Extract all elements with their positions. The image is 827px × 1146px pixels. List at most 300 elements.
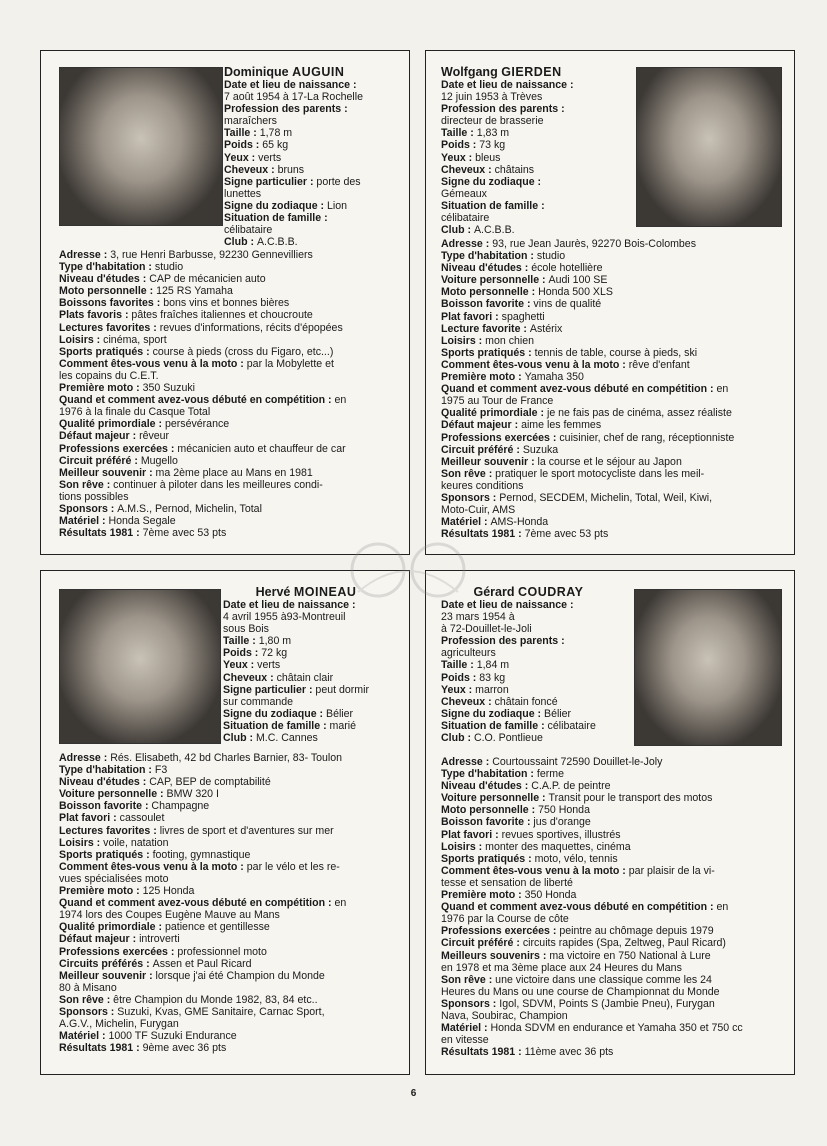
field-value: studio: [154, 261, 184, 274]
field-line: [441, 986, 784, 998]
field-value: les copains du C.E.T.: [59, 369, 159, 382]
field-label: Boisson favorite :: [441, 816, 534, 829]
field-line: [59, 479, 399, 491]
field-line: [59, 897, 399, 909]
field-line: [441, 371, 784, 383]
field-label: Situation de famille :: [224, 212, 328, 225]
field-value: lorsque j'ai été Champion du Monde: [155, 969, 325, 982]
field-value: Pernod, SECDEM, Michelin, Total, Weil, Kiwi,: [499, 491, 713, 504]
field-label: Résultats 1981 :: [59, 527, 143, 540]
field-line: [224, 212, 409, 224]
field-value: 1976 à la finale du Casque Total: [59, 406, 211, 419]
field-value: studio: [536, 250, 566, 263]
field-label: Moto personnelle :: [59, 285, 157, 298]
field-label: Profession des parents :: [441, 103, 565, 116]
field-value: C.O. Pontlieue: [473, 732, 543, 745]
field-line: [223, 659, 409, 671]
field-label: Situation de famille :: [223, 719, 330, 732]
field-line: [59, 406, 399, 418]
field-label: Sponsors :: [441, 491, 500, 504]
field-line: [441, 672, 636, 684]
rider-name: Dominique AUGUIN: [224, 65, 345, 79]
field-line: [59, 1018, 399, 1030]
rider-details: [59, 249, 399, 539]
field-line: [59, 921, 399, 933]
field-line: [441, 103, 636, 115]
field-line: [441, 335, 784, 347]
field-value: aime les femmes: [521, 419, 602, 432]
field-label: Adresse :: [441, 238, 493, 250]
rider-photo: [636, 67, 782, 227]
field-label: Type d'habitation :: [441, 768, 537, 781]
field-label: Cheveux :: [441, 695, 495, 708]
field-label: Voiture personnelle :: [59, 788, 167, 801]
field-label: Type d'habitation :: [59, 764, 155, 777]
field-line: [441, 792, 784, 804]
field-label: Matériel :: [441, 516, 491, 529]
field-label: Date et lieu de naissance :: [223, 599, 356, 611]
field-label: Plat favori :: [59, 812, 120, 825]
field-value: tesse et sensation de liberté: [441, 876, 573, 889]
field-line: [59, 309, 399, 321]
field-line: [223, 708, 409, 720]
field-label: Loisirs :: [441, 334, 486, 347]
field-value: voile, natation: [103, 836, 169, 849]
rider-card-gierden: [425, 50, 795, 555]
field-line: [441, 212, 636, 224]
field-line: [441, 395, 784, 407]
field-label: Signe du zodiaque :: [224, 199, 327, 212]
field-value: BMW 320 I: [166, 788, 219, 801]
field-label: Niveau d'études :: [59, 776, 150, 789]
field-label: Cheveux :: [224, 163, 278, 176]
field-line: [441, 635, 636, 647]
field-value: Champagne: [151, 800, 210, 813]
field-line: [59, 430, 399, 442]
field-value: 72 kg: [261, 647, 288, 660]
field-value: par la Mobylette et: [246, 357, 334, 370]
field-value: professionnel moto: [177, 945, 267, 958]
field-label: Club :: [441, 732, 474, 745]
page-number: 6: [410, 1088, 417, 1099]
field-label: Quand et comment avez-vous débuté en compétition :: [441, 383, 717, 396]
field-line: [59, 764, 399, 776]
field-label: Niveau d'études :: [441, 262, 532, 275]
field-label: Son rêve :: [59, 993, 114, 1006]
field-line: [441, 1022, 784, 1034]
field-line: [441, 468, 784, 480]
field-line: [223, 732, 409, 744]
field-value: directeur de brasserie: [441, 115, 544, 128]
field-value: 1975 au Tour de France: [441, 395, 554, 408]
field-value: je ne fais pas de cinéma, assez réaliste: [546, 407, 732, 420]
field-label: Défaut majeur :: [59, 933, 140, 946]
field-line: [441, 127, 636, 139]
field-line: [59, 970, 399, 982]
field-line: [59, 455, 399, 467]
field-label: Niveau d'études :: [59, 273, 150, 286]
field-value: Nava, Soubirac, Champion: [441, 1009, 568, 1022]
field-value: 350 Honda: [524, 889, 577, 902]
field-value: en: [334, 394, 347, 407]
field-line: [224, 152, 409, 164]
rider-name: Wolfgang GIERDEN: [441, 65, 562, 79]
field-line: [441, 347, 784, 359]
field-value: Bélier: [326, 707, 354, 720]
field-label: Taille :: [224, 127, 260, 140]
field-value: en: [716, 901, 729, 914]
field-value: 750 Honda: [538, 804, 590, 817]
field-line: [441, 816, 784, 828]
field-value: 1,78 m: [259, 127, 293, 140]
field-label: Défaut majeur :: [441, 419, 522, 432]
field-value: 11ème avec 36 pts: [524, 1046, 614, 1059]
field-label: Poids :: [224, 139, 263, 152]
field-line: [441, 238, 784, 250]
field-line: [441, 901, 784, 913]
field-line: [441, 359, 784, 371]
field-label: Première moto :: [441, 371, 525, 384]
field-label: Sports pratiqués :: [441, 852, 535, 865]
field-label: Lectures favorites :: [59, 321, 160, 334]
field-value: verts: [258, 151, 282, 164]
field-value: 4 avril 1955 à93-Montreuil: [223, 611, 346, 624]
field-line: [59, 334, 399, 346]
field-line: [441, 877, 784, 889]
field-value: en: [716, 383, 729, 396]
field-line: [224, 115, 409, 127]
field-line: [441, 152, 636, 164]
field-line: [223, 611, 409, 623]
field-value: 65 kg: [262, 139, 289, 152]
field-line: [441, 708, 636, 720]
field-label: Circuit préféré :: [441, 937, 523, 950]
field-value: C.A.P. de peintre: [531, 780, 611, 793]
field-value: Transit pour le transport des motos: [548, 792, 713, 805]
field-value: à 72-Douillet-le-Joli: [441, 623, 532, 636]
field-label: Quand et comment avez-vous débuté en compétition :: [59, 394, 335, 407]
field-line: [224, 200, 409, 212]
field-value: célibataire: [224, 224, 273, 237]
field-label: Adresse :: [59, 752, 111, 764]
field-line: [59, 946, 399, 958]
field-value: bleus: [475, 151, 501, 164]
field-line: [59, 873, 399, 885]
field-label: Profession des parents :: [224, 103, 348, 116]
field-label: Yeux :: [441, 151, 476, 164]
field-value: marié: [329, 719, 357, 732]
field-value: 93, rue Jean Jaurès, 92270 Bois-Colombes: [492, 238, 696, 250]
field-line: [441, 224, 636, 236]
field-line: [224, 103, 409, 115]
field-line: [441, 456, 784, 468]
field-value: rêveur: [139, 430, 170, 443]
field-label: Sponsors :: [59, 502, 118, 515]
field-label: Première moto :: [59, 885, 143, 898]
field-line: [59, 261, 399, 273]
field-value: cinéma, sport: [103, 333, 167, 346]
field-value: Heures du Mans ou une course de Championnat du Monde: [441, 985, 720, 998]
field-line: [441, 200, 636, 212]
field-label: Yeux :: [224, 151, 259, 164]
field-value: porte des: [316, 175, 361, 188]
field-line: [441, 1010, 784, 1022]
field-line: [59, 382, 399, 394]
field-line: [441, 250, 784, 262]
field-label: Taille :: [441, 659, 477, 672]
field-label: Qualité primordiale :: [59, 418, 165, 431]
field-label: Loisirs :: [441, 840, 486, 853]
field-label: Date et lieu de naissance :: [224, 79, 357, 91]
field-line: [224, 91, 409, 103]
field-label: Plats favoris :: [59, 309, 132, 322]
field-line: [223, 696, 409, 708]
field-value: pratiquer le sport motocycliste dans les meil-: [495, 467, 705, 480]
field-value: tennis de table, course à pieds, ski: [534, 346, 698, 359]
field-value: rêve d'enfant: [628, 358, 690, 371]
field-label: Club :: [223, 732, 256, 745]
field-value: jus d'orange: [533, 816, 591, 829]
field-line: [441, 732, 636, 744]
field-value: A.G.V., Michelin, Furygan: [59, 1018, 179, 1031]
field-label: Poids :: [441, 671, 480, 684]
field-label: Sponsors :: [441, 997, 500, 1010]
field-line: [441, 889, 784, 901]
field-line: [441, 91, 636, 103]
field-label: Son rêve :: [441, 467, 496, 480]
field-label: Première moto :: [441, 889, 525, 902]
field-line: [59, 933, 399, 945]
field-value: être Champion du Monde 1982, 83, 84 etc..: [113, 993, 318, 1006]
field-value: CAP, BEP de comptabilité: [149, 776, 271, 789]
field-value: Honda Segale: [108, 515, 176, 528]
field-line: [441, 1034, 784, 1046]
field-value: Mugello: [140, 454, 178, 467]
field-value: école hotellière: [531, 262, 603, 275]
field-value: A.M.S., Pernod, Michelin, Total: [117, 502, 262, 515]
field-label: Date et lieu de naissance :: [441, 599, 574, 611]
field-line: [441, 298, 784, 310]
field-value: tions possibles: [59, 490, 129, 503]
field-value: spaghetti: [501, 310, 545, 323]
field-label: Professions exercées :: [441, 925, 560, 938]
rider-photo: [634, 589, 782, 746]
field-label: Loisirs :: [59, 333, 104, 346]
field-line: [441, 286, 784, 298]
field-value: Courtoussaint 72590 Douillet-le-Joly: [492, 756, 663, 768]
field-line: [59, 273, 399, 285]
field-line: [59, 491, 399, 503]
field-value: ma 2ème place au Mans en 1981: [155, 466, 313, 479]
field-value: 3, rue Henri Barbusse, 92230 Gennevilliers: [110, 249, 313, 261]
field-line: [59, 788, 399, 800]
field-line: [441, 623, 636, 635]
field-line: [59, 994, 399, 1006]
field-label: Quand et comment avez-vous débuté en compétition :: [441, 901, 717, 914]
field-line: [59, 800, 399, 812]
rider-photo: [59, 589, 221, 744]
field-line: [441, 829, 784, 841]
field-label: Comment êtes-vous venu à la moto :: [59, 860, 247, 873]
field-label: Sports pratiqués :: [59, 848, 153, 861]
field-value: ma victoire en 750 National à Lure: [549, 949, 711, 962]
field-value: moto, vélo, tennis: [534, 852, 618, 865]
field-value: F3: [154, 764, 168, 777]
field-value: 1974 lors des Coupes Eugène Mauve au Mans: [59, 909, 280, 922]
field-label: Plat favori :: [441, 828, 502, 841]
field-line: [441, 188, 636, 200]
field-line: [59, 776, 399, 788]
field-line: [224, 79, 409, 91]
field-label: Résultats 1981 :: [59, 1042, 143, 1055]
field-label: Qualité primordiale :: [59, 921, 165, 934]
field-line: [441, 1046, 784, 1058]
field-value: A.C.B.B.: [256, 236, 298, 249]
field-label: Boisson favorite :: [441, 298, 534, 311]
field-value: Astérix: [529, 322, 563, 335]
field-value: Rés. Elisabeth, 42 bd Charles Barnier, 83- Toulon: [110, 752, 343, 764]
field-value: 350 Suzuki: [142, 382, 196, 395]
field-label: Comment êtes-vous venu à la moto :: [441, 358, 629, 371]
field-label: Boissons favorites :: [59, 297, 164, 310]
field-value: célibataire: [441, 212, 490, 225]
field-value: CAP de mécanicien auto: [149, 273, 266, 286]
field-label: Voiture personnelle :: [441, 274, 549, 287]
field-line: [59, 322, 399, 334]
field-line: [441, 684, 636, 696]
field-label: Voiture personnelle :: [441, 792, 549, 805]
field-line: [441, 696, 636, 708]
field-line: [441, 913, 784, 925]
field-value: peut dormir: [315, 683, 370, 696]
field-value: 73 kg: [479, 139, 506, 152]
field-line: [223, 647, 409, 659]
field-line: [441, 79, 636, 91]
field-label: Boisson favorite :: [59, 800, 152, 813]
field-line: [223, 720, 409, 732]
field-value: mécanicien auto et chauffeur de car: [177, 442, 346, 455]
field-value: cassoulet: [119, 812, 165, 825]
field-value: par plaisir de la vi-: [628, 864, 715, 877]
field-line: [441, 323, 784, 335]
field-value: M.C. Cannes: [255, 732, 318, 745]
field-line: [441, 841, 784, 853]
field-line: [59, 418, 399, 430]
field-label: Situation de famille :: [441, 199, 545, 212]
field-line: [59, 849, 399, 861]
field-label: Circuits préférés :: [59, 957, 153, 970]
field-line: [441, 480, 784, 492]
field-label: Signe particulier :: [223, 683, 316, 696]
field-value: revues sportives, illustrés: [501, 828, 621, 841]
field-line: [59, 885, 399, 897]
field-line: [441, 383, 784, 395]
field-line: [224, 127, 409, 139]
field-label: Type d'habitation :: [441, 250, 537, 263]
field-value: Bélier: [544, 707, 572, 720]
field-label: Comment êtes-vous venu à la moto :: [59, 357, 247, 370]
field-value: 7 août 1954 à 17-La Rochelle: [224, 91, 364, 104]
field-value: marron: [475, 683, 509, 696]
field-value: pâtes fraîches italiennes et choucroute: [131, 309, 313, 322]
field-value: Lion: [327, 199, 348, 212]
field-line: [59, 394, 399, 406]
field-label: Signe du zodiaque :: [441, 175, 542, 188]
field-label: Matériel :: [59, 515, 109, 528]
rider-name: Hervé MOINEAU: [255, 585, 357, 599]
rider-header: [441, 65, 636, 236]
field-label: Professions exercées :: [59, 945, 178, 958]
field-line: [441, 311, 784, 323]
field-value: monter des maquettes, cinéma: [485, 840, 631, 853]
field-label: Lectures favorites :: [59, 824, 160, 837]
field-label: Son rêve :: [59, 478, 114, 491]
field-label: Moto personnelle :: [441, 286, 539, 299]
field-value: circuits rapides (Spa, Zeltweg, Paul Ricard): [522, 937, 726, 950]
field-line: [441, 528, 784, 540]
field-value: 1,84 m: [476, 659, 510, 672]
field-label: Sponsors :: [59, 1005, 118, 1018]
field-label: Matériel :: [59, 1030, 109, 1043]
field-line: [441, 516, 784, 528]
rider-details: [59, 752, 399, 1054]
field-value: Honda 500 XLS: [538, 286, 613, 299]
field-value: lunettes: [224, 187, 262, 200]
field-value: 1000 TF Suzuki Endurance: [108, 1030, 237, 1043]
field-line: [59, 443, 399, 455]
field-value: peintre au chômage depuis 1979: [559, 925, 714, 938]
field-line: [441, 974, 784, 986]
field-line: [441, 756, 784, 768]
field-line: [59, 837, 399, 849]
field-value: Suzuka: [522, 443, 559, 456]
field-label: Poids :: [441, 139, 480, 152]
rider-details: [441, 756, 784, 1058]
field-value: Suzuki, Kvas, GME Sanitaire, Carnac Sport,: [117, 1005, 325, 1018]
field-line: [441, 937, 784, 949]
field-label: Cheveux :: [441, 163, 495, 176]
field-value: keures conditions: [441, 479, 524, 492]
field-label: Sports pratiqués :: [441, 346, 535, 359]
field-line: [59, 812, 399, 824]
field-line: [224, 139, 409, 151]
field-line: [59, 861, 399, 873]
field-line: [441, 925, 784, 937]
field-line: [441, 853, 784, 865]
field-label: Niveau d'études :: [441, 780, 532, 793]
field-value: vues spécialisées moto: [59, 872, 169, 885]
rider-card-coudray: [425, 570, 795, 1075]
field-label: Professions exercées :: [59, 442, 178, 455]
field-value: sur commande: [223, 695, 294, 708]
field-value: en: [334, 897, 347, 910]
field-label: Sports pratiqués :: [59, 345, 153, 358]
field-line: [441, 419, 784, 431]
field-value: 1976 par la Course de côte: [441, 913, 569, 926]
field-value: A.C.B.B.: [473, 224, 515, 237]
field-line: [441, 504, 784, 516]
field-label: Adresse :: [59, 249, 111, 261]
field-label: Date et lieu de naissance :: [441, 79, 574, 91]
field-line: [59, 825, 399, 837]
field-line: [224, 236, 409, 248]
field-value: maraîchers: [224, 115, 277, 128]
field-value: 83 kg: [479, 671, 506, 684]
field-line: [441, 647, 636, 659]
field-value: célibataire: [547, 719, 596, 732]
field-value: en vitesse: [441, 1034, 489, 1047]
field-label: Meilleur souvenir :: [59, 969, 156, 982]
